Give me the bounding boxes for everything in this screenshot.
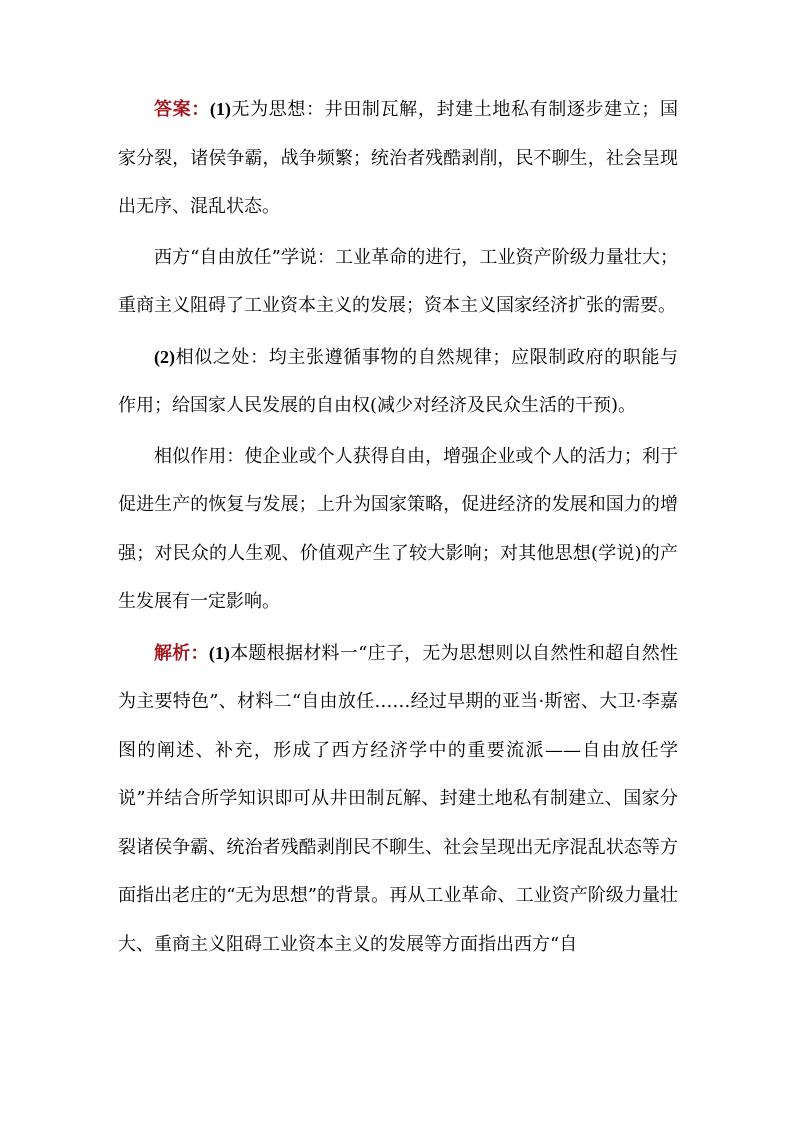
answer-text-1: 无为思想：井田制瓦解，封建土地私有制逐步建立；国家分裂，诸侯争霸，战争频繁；统治者残酷剥削，民不聊生，社会呈现出无序、混乱状态。 — [118, 99, 678, 217]
question-number-1: (1) — [209, 99, 231, 119]
analysis-number-1: (1) — [208, 642, 230, 663]
answer-label: 答案： — [154, 99, 210, 120]
answer-text-4: 相似作用：使企业或个人获得自由，增强企业或个人的活力；利于促进生产的恢复与发展；上升为国家策略，促进经济的发展和国力的增强；对民众的人生观、价值观产生了较大影响；对其他思想(学说)的产生发展有一定影响。 — [118, 445, 678, 612]
answer-text-2: 西方“自由放任”学说：工业革命的进行，工业资产阶级力量壮大；重商主义阻碍了工业资本主义的发展；资本主义国家经济扩张的需要。 — [118, 246, 678, 316]
analysis-paragraph-1 — [118, 629, 678, 970]
answer-text-3: 相似之处：均主张遵循事物的自然规律；应限制政府的职能与作用；给国家人民发展的自由权(减少对经济及民众生活的干预)。 — [118, 346, 678, 416]
answer-paragraph-3 — [118, 333, 678, 431]
document-page — [118, 85, 678, 971]
answer-paragraph-4 — [118, 433, 678, 627]
answer-paragraph-1 — [118, 85, 678, 232]
answer-paragraph-2 — [118, 234, 678, 331]
question-number-2: (2) — [154, 346, 175, 367]
analysis-text-1: 本题根据材料一“庄子，无为思想则以自然性和超自然性为主要特色”、材料二“自由放任……经过早期的亚当·斯密、大卫·李嘉图的阐述、补充，形成了西方经济学中的重要流派——自由放任学说”并结合所学知识即可从井田制瓦解、封建土地私有制建立、国家分裂诸侯争霸、统治者残酷剥削民不聊生、社会呈现出无序混乱状态等方面指出老庄的“无为思想”的背景。再从工业革命、工业资产阶级力量壮大、重商主义阻碍工业资本主义的发展等方面指出西方“自 — [118, 642, 679, 955]
analysis-label: 解析： — [154, 642, 209, 664]
